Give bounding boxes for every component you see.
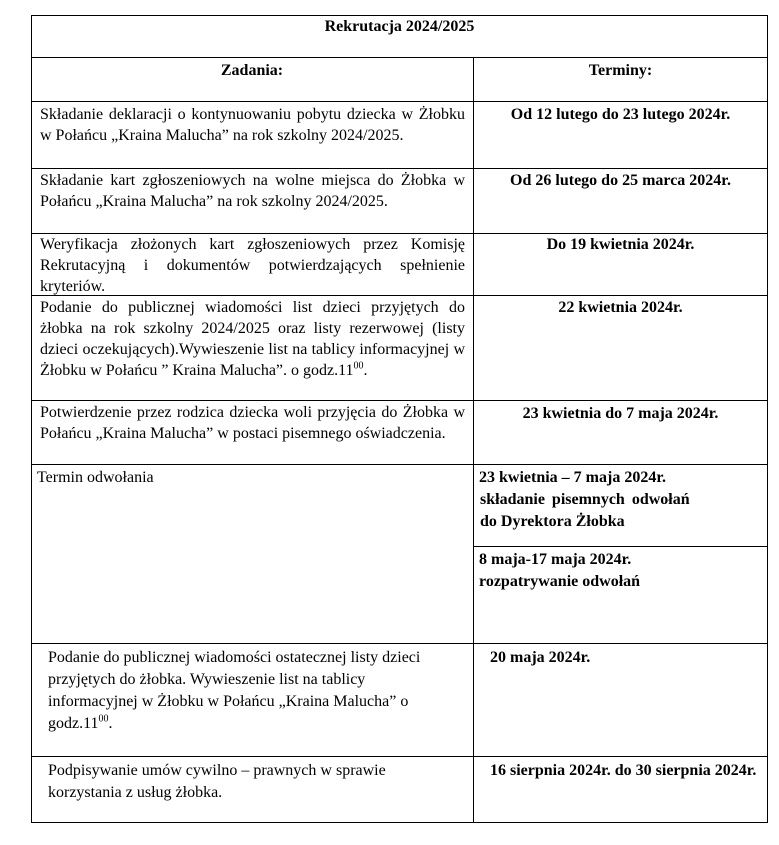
task-cell: Składanie kart zgłoszeniowych na wolne miejsca do Żłobka w Połańcu „Kraina Malucha” na rok szkolny 2024/2025. — [40, 172, 465, 210]
subrow-divider — [473, 546, 768, 547]
date-line: 8 maja-17 maja 2024r. — [479, 551, 632, 568]
date-cell: Od 26 lutego do 25 marca 2024r. — [510, 172, 731, 189]
date-line: składanie pisemnych odwołań — [480, 491, 690, 508]
date-line: rozpatrywanie odwołań — [479, 573, 641, 590]
row-divider — [31, 400, 768, 401]
row-divider — [31, 168, 768, 169]
task-cell: Składanie deklaracji o kontynuowaniu pobytu dziecka w Żłobku w Połańcu „Kraina Malucha” na rok szkolny 2024/2025. — [40, 106, 465, 144]
task-cell: Weryfikacja złożonych kart zgłoszeniowych przez Komisję Rekrutacyjną i dokumentów potwierdzających spełnienie kryteriów. — [40, 236, 465, 295]
task-cell — [48, 647, 453, 735]
time-superscript: 00 — [98, 713, 109, 725]
date-cell: 22 kwietnia 2024r. — [558, 299, 683, 316]
date-line: do Dyrektora Żłobka — [480, 513, 625, 530]
task-cell: Potwierdzenie przez rodzica dziecka woli przyjęcia do Żłobka w Połańcu „Kraina Malucha” w postaci pisemnego oświadczenia. — [40, 404, 465, 442]
task-text-end: . — [363, 362, 368, 379]
date-cell: 16 sierpnia 2024r. do 30 sierpnia 2024r. — [490, 762, 757, 779]
date-cell: Od 12 lutego do 23 lutego 2024r. — [510, 106, 731, 123]
table-border-left — [31, 15, 32, 823]
row-divider — [31, 756, 768, 757]
task-text: Podanie do publicznej wiadomości list dzieci przyjętych do żłobka na rok szkolny 2024/2025 oraz listy rezerwowej (listy dzieci oczekujących).Wywieszenie list na tablicy informacyjnej w Żłobku w Połańcu ” Kraina Malucha”. o godz.11 — [40, 299, 465, 379]
date-cell: 23 kwietnia do 7 maja 2024r. — [522, 405, 719, 422]
row-divider — [31, 464, 768, 465]
task-cell: Podpisywanie umów cywilno – prawnych w sprawie korzystania z usług żłobka. — [48, 762, 386, 801]
table-border-right — [767, 15, 768, 823]
table-title: Rekrutacja 2024/2025 — [324, 18, 475, 35]
task-cell: Termin odwołania — [37, 469, 154, 486]
table-border-bottom — [31, 822, 768, 823]
date-cell: 20 maja 2024r. — [490, 649, 591, 666]
header-dates: Terminy: — [588, 62, 653, 79]
task-text-end: . — [108, 715, 113, 732]
row-divider — [31, 57, 768, 58]
row-divider — [31, 101, 768, 102]
date-line: 23 kwietnia – 7 maja 2024r. — [479, 469, 666, 486]
row-divider — [31, 643, 768, 644]
task-cell — [40, 297, 465, 381]
date-cell: Do 19 kwietnia 2024r. — [546, 236, 695, 253]
task-text: Podanie do publicznej wiadomości ostatecznej listy dzieci przyjętych do żłobka. Wywieszenie list na tablicy informacyjnej w Żłobku w Połańcu „Kraina Malucha” o godz.11 — [48, 649, 421, 732]
header-tasks: Zadania: — [220, 62, 284, 79]
time-superscript: 00 — [353, 360, 364, 372]
date-cell-appeal-submission — [479, 467, 764, 533]
date-cell-appeal-review — [479, 549, 764, 593]
